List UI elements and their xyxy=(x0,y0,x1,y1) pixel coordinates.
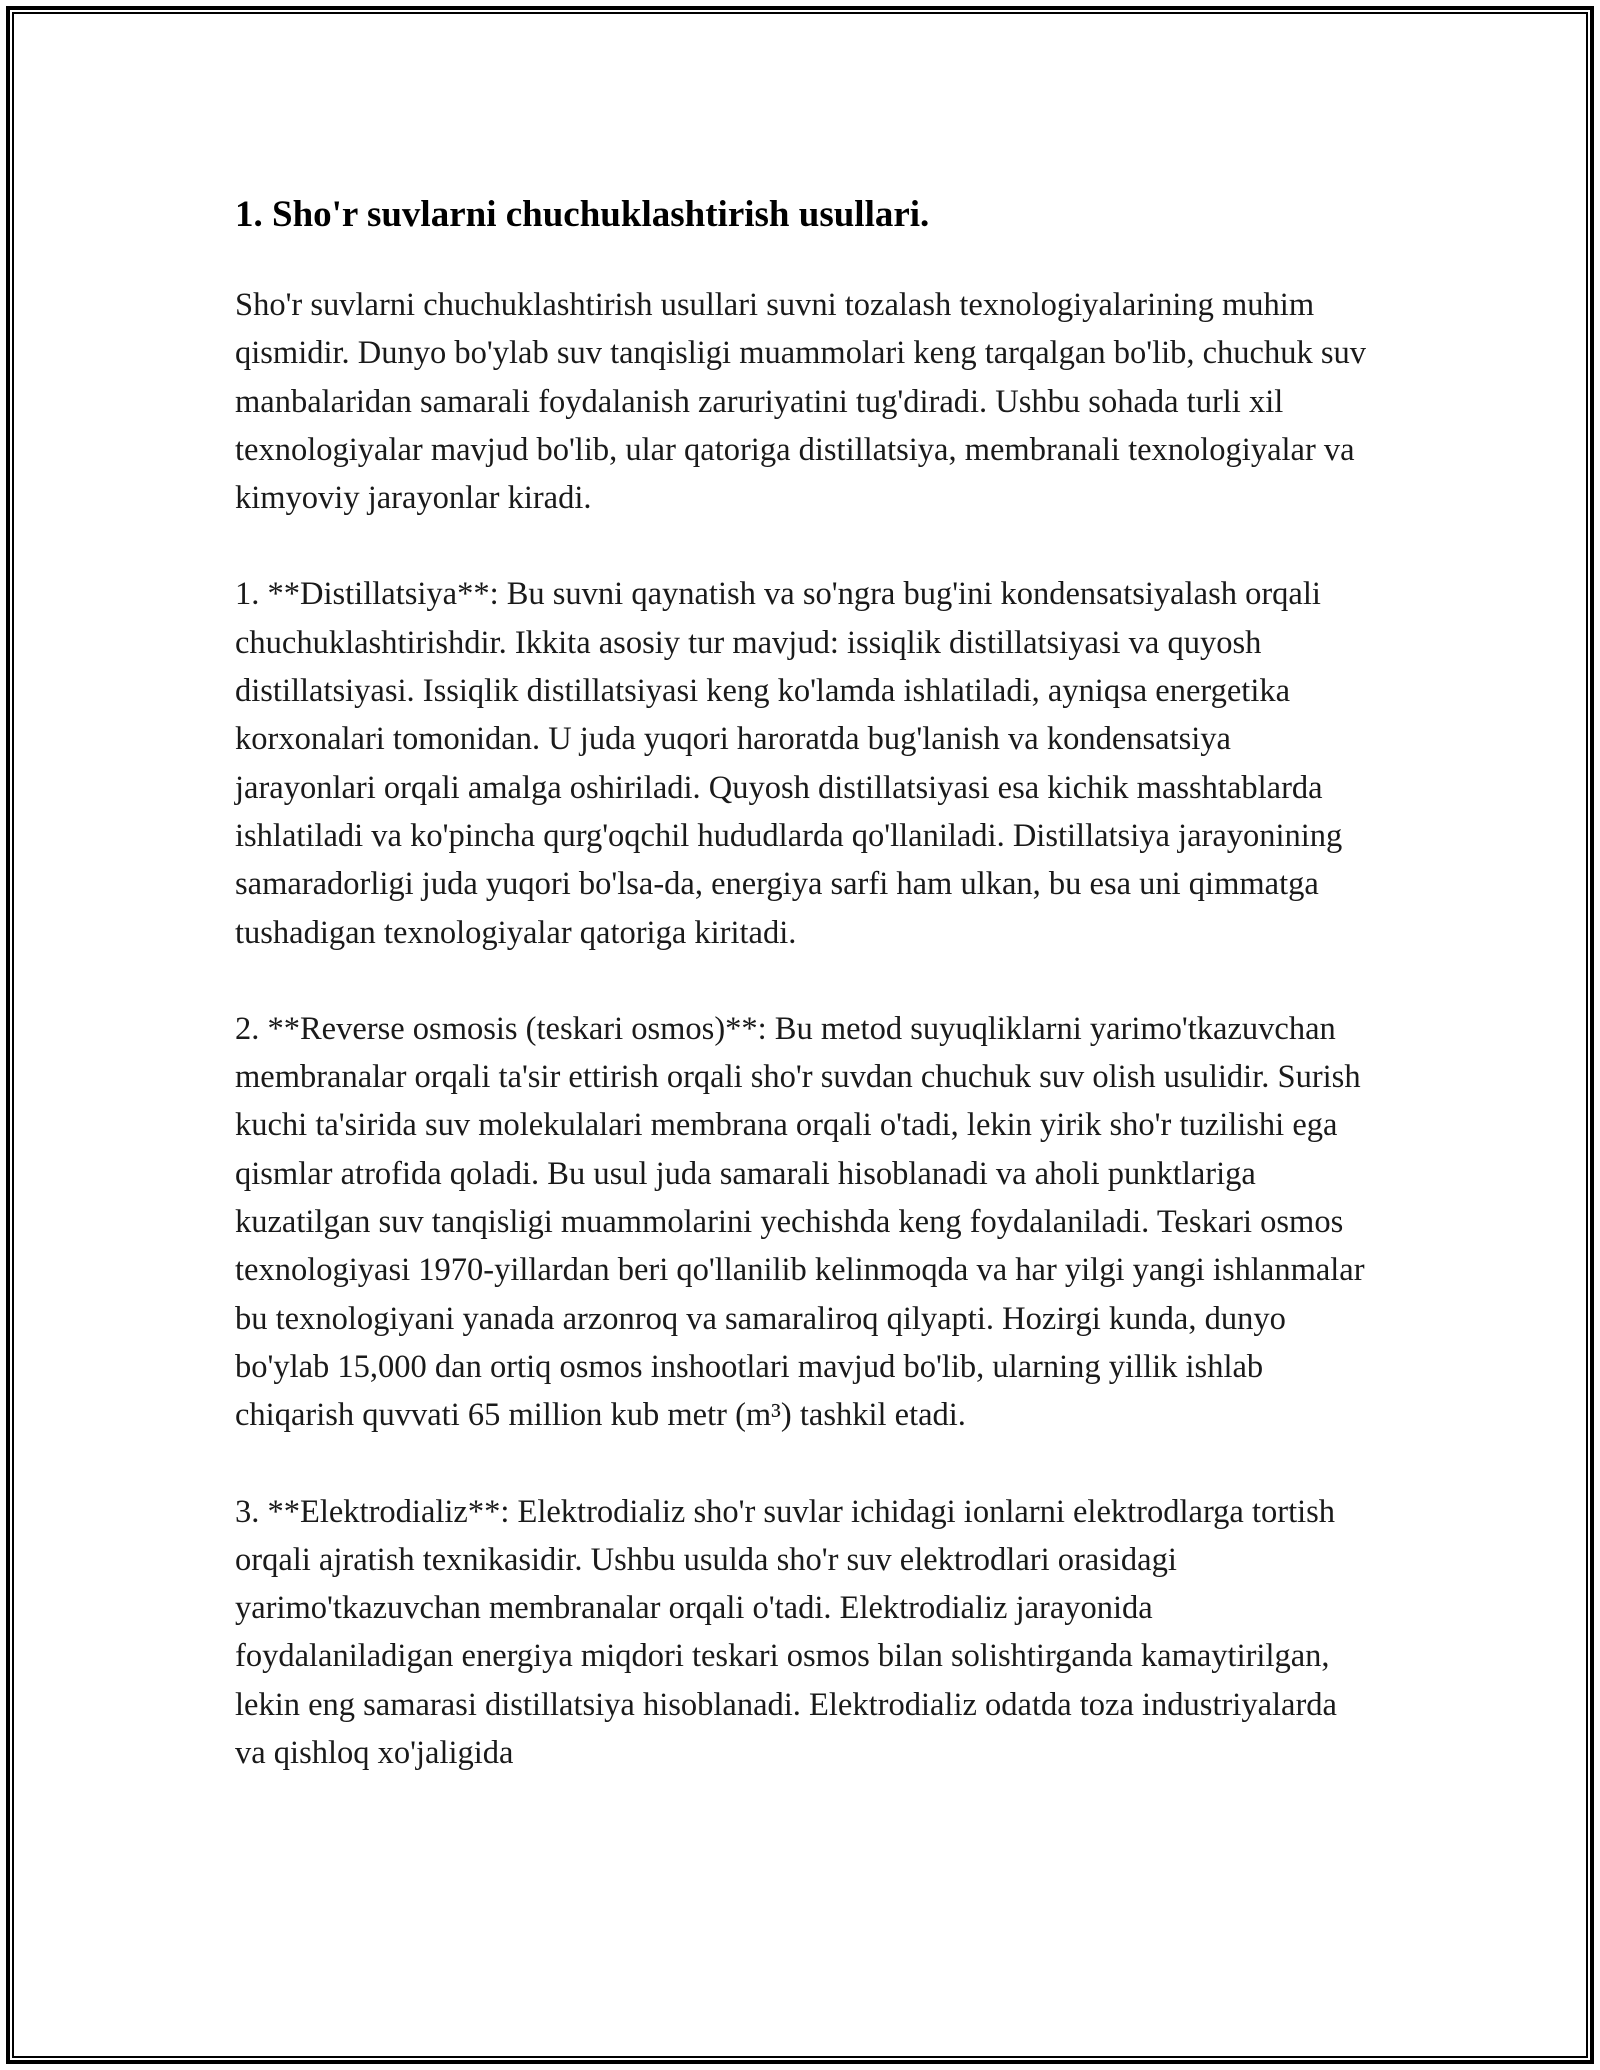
document-body xyxy=(235,183,1375,1777)
page-title: 1. Sho'r suvlarni chuchuklashtirish usullari. xyxy=(235,194,930,235)
electrodialysis-paragraph: 3. **Elektrodializ**: Elektrodializ sho'r suvlar ichidagi ionlarni elektrodlarga tortish orqali ajratish texnikasidir. Ushbu usulda sho'r suv elektrodlari orasidagi yarimo'tkazuvchan membranalar orqali o'tadi. Elektrodializ jarayonida foydalaniladigan energiya miqdori teskari osmos bilan solishtirganda kamaytirilgan, lekin eng samarasi distillatsiya hisoblanadi. Elektrodializ odatda toza industriyalarda va qishloq xo'jaligida xyxy=(235,1493,1337,1772)
intro-paragraph: Sho'r suvlarni chuchuklashtirish usullari suvni tozalash texnologiyalarining muhim qismidir. Dunyo bo'ylab suv tanqisligi muammolari keng tarqalgan bo'lib, chuchuk suv manbalaridan samarali foydalanish zaruriyatini tug'diradi. Ushbu sohada turli xil texnologiyalar mavjud bo'lib, ular qatoriga distillatsiya, membranali texnologiyalar va kimyoviy jarayonlar kiradi. xyxy=(235,287,1367,517)
distillation-paragraph: 1. **Distillatsiya**: Bu suvni qaynatish va so'ngra bug'ini kondensatsiyalash orqali chuchuklashtirishdir. Ikkita asosiy tur mavjud: issiqlik distillatsiyasi va quyosh distillatsiyasi. Issiqlik distillatsiyasi keng ko'lamda ishlatiladi, ayniqsa energetika korxonalari tomonidan. U juda yuqori haroratda bug'lanish va kondensatsiya jarayonlari orqali amalga oshiriladi. Quyosh distillatsiyasi esa kichik masshtablarda ishlatiladi va ko'pincha qurg'oqchil hududlarda qo'llaniladi. Distillatsiya jarayonining samaradorligi juda yuqori bo'lsa-da, energiya sarfi ham ulkan, bu esa uni qimmatga tushadigan texnologiyalar qatoriga kiritadi. xyxy=(235,576,1343,951)
reverse-osmosis-paragraph: 2. **Reverse osmosis (teskari osmos)**: Bu metod suyuqliklarni yarimo'tkazuvchan membranalar orqali ta'sir ettirish orqali sho'r suvdan chuchuk suv olish usulidir. Surish kuchi ta'sirida suv molekulalari membrana orqali o'tadi, lekin yirik sho'r tuzilishi ega qismlar atrofida qoladi. Bu usul juda samarali hisoblanadi va aholi punktlariga kuzatilgan suv tanqisligi muammolarini yechishda keng foydalaniladi. Teskari osmos texnologiyasi 1970-yillardan beri qo'llanilib kelinmoqda va har yilgi yangi ishlanmalar bu texnologiyani yanada arzonroq va samaraliroq qilyapti. Hozirgi kunda, dunyo bo'ylab 15,000 dan ortiq osmos inshootlari mavjud bo'lib, ularning yillik ishlab chiqarish quvvati 65 million kub metr (m³) tashkil etadi. xyxy=(235,1010,1365,1434)
